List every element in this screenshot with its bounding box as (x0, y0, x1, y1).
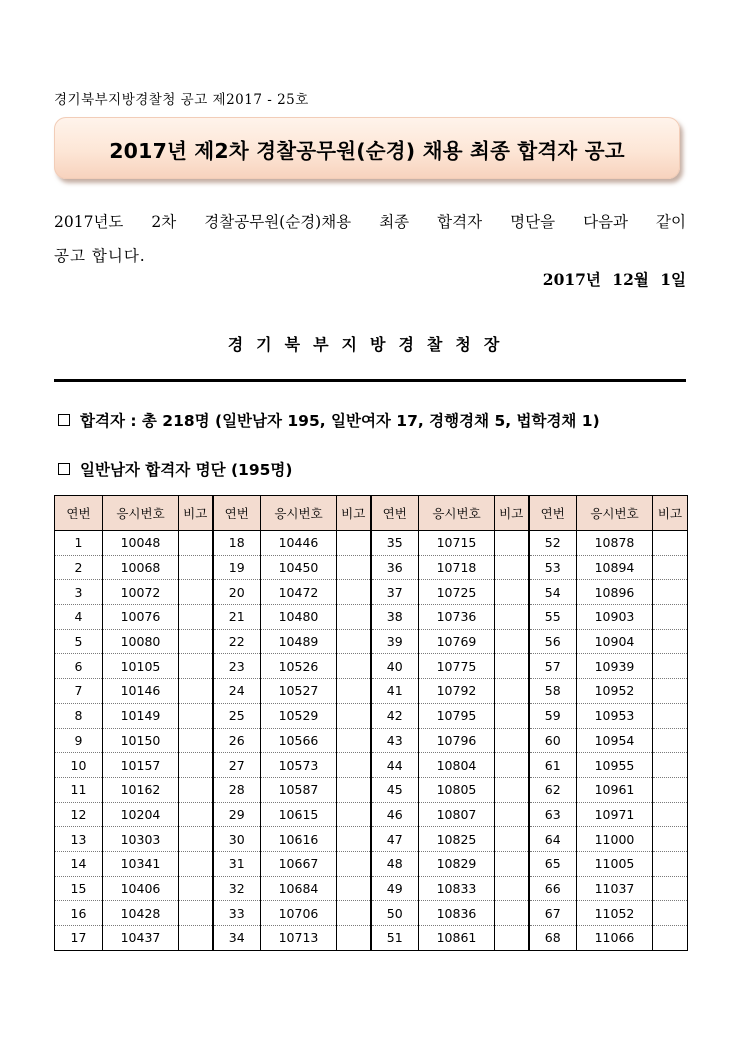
exam-number-cell: 11000 (577, 827, 653, 852)
remarks-cell (179, 753, 213, 778)
column-header: 비고 (653, 496, 688, 531)
exam-number-cell: 10489 (261, 629, 337, 654)
remarks-cell (179, 531, 213, 556)
remarks-cell (179, 777, 213, 802)
exam-number-cell: 10527 (261, 679, 337, 704)
serial-number-cell: 33 (213, 901, 261, 926)
remarks-cell (179, 876, 213, 901)
exam-number-cell: 11066 (577, 926, 653, 951)
remarks-cell (337, 629, 371, 654)
exam-number-cell: 11052 (577, 901, 653, 926)
notice-number: 경기북부지방경찰청 공고 제2017 - 25호 (54, 92, 309, 108)
checkbox-bullet-icon (58, 414, 70, 426)
exam-number-cell: 10825 (419, 827, 495, 852)
remarks-cell (337, 876, 371, 901)
exam-number-cell: 10903 (577, 605, 653, 630)
remarks-cell (337, 703, 371, 728)
remarks-cell (179, 580, 213, 605)
serial-number-cell: 24 (213, 679, 261, 704)
exam-number-cell: 10954 (577, 728, 653, 753)
serial-number-cell: 13 (55, 827, 103, 852)
title-banner (54, 117, 680, 179)
remarks-cell (179, 901, 213, 926)
serial-number-cell: 63 (529, 802, 577, 827)
exam-number-cell: 10718 (419, 555, 495, 580)
exam-number-cell: 10072 (103, 580, 179, 605)
serial-number-cell: 54 (529, 580, 577, 605)
exam-number-cell: 10961 (577, 777, 653, 802)
exam-number-cell: 10048 (103, 531, 179, 556)
exam-number-cell: 10472 (261, 580, 337, 605)
serial-number-cell: 4 (55, 605, 103, 630)
serial-number-cell: 59 (529, 703, 577, 728)
serial-number-cell: 55 (529, 605, 577, 630)
table-row (55, 728, 688, 753)
serial-number-cell: 28 (213, 777, 261, 802)
remarks-cell (495, 926, 529, 951)
remarks-cell (337, 901, 371, 926)
serial-number-cell: 37 (371, 580, 419, 605)
serial-number-cell: 3 (55, 580, 103, 605)
serial-number-cell: 6 (55, 654, 103, 679)
exam-number-cell: 10894 (577, 555, 653, 580)
exam-number-cell: 10615 (261, 802, 337, 827)
exam-number-cell: 10450 (261, 555, 337, 580)
exam-number-cell: 10939 (577, 654, 653, 679)
table-row (55, 580, 688, 605)
exam-number-cell: 10833 (419, 876, 495, 901)
exam-number-cell: 10573 (261, 753, 337, 778)
exam-number-cell: 10080 (103, 629, 179, 654)
remarks-cell (653, 654, 688, 679)
table-row (55, 605, 688, 630)
exam-number-cell: 11037 (577, 876, 653, 901)
divider-rule (54, 379, 686, 382)
remarks-cell (653, 876, 688, 901)
serial-number-cell: 50 (371, 901, 419, 926)
exam-number-cell: 10896 (577, 580, 653, 605)
serial-number-cell: 7 (55, 679, 103, 704)
remarks-cell (495, 703, 529, 728)
remarks-cell (179, 629, 213, 654)
exam-number-cell: 10566 (261, 728, 337, 753)
serial-number-cell: 49 (371, 876, 419, 901)
remarks-cell (495, 580, 529, 605)
document-title: 2017년 제2차 경찰공무원(순경) 채용 최종 합격자 공고 (109, 139, 625, 163)
remarks-cell (495, 728, 529, 753)
serial-number-cell: 42 (371, 703, 419, 728)
serial-number-cell: 67 (529, 901, 577, 926)
remarks-cell (179, 827, 213, 852)
exam-number-cell: 10836 (419, 901, 495, 926)
exam-number-cell: 10795 (419, 703, 495, 728)
serial-number-cell: 45 (371, 777, 419, 802)
serial-number-cell: 30 (213, 827, 261, 852)
remarks-cell (495, 876, 529, 901)
serial-number-cell: 48 (371, 851, 419, 876)
exam-number-cell: 10480 (261, 605, 337, 630)
remarks-cell (179, 679, 213, 704)
exam-number-cell: 10406 (103, 876, 179, 901)
serial-number-cell: 29 (213, 802, 261, 827)
column-header: 응시번호 (419, 496, 495, 531)
remarks-cell (337, 777, 371, 802)
table-row (55, 703, 688, 728)
table-row (55, 901, 688, 926)
remarks-cell (337, 580, 371, 605)
remarks-cell (495, 654, 529, 679)
remarks-cell (337, 926, 371, 951)
remarks-cell (337, 654, 371, 679)
exam-number-cell: 10796 (419, 728, 495, 753)
exam-number-cell: 10146 (103, 679, 179, 704)
exam-number-cell: 10150 (103, 728, 179, 753)
remarks-cell (495, 629, 529, 654)
exam-number-cell: 10437 (103, 926, 179, 951)
table-row (55, 555, 688, 580)
remarks-cell (653, 827, 688, 852)
remarks-cell (653, 926, 688, 951)
exam-number-cell: 10971 (577, 802, 653, 827)
exam-number-cell: 10792 (419, 679, 495, 704)
remarks-cell (337, 827, 371, 852)
serial-number-cell: 35 (371, 531, 419, 556)
exam-number-cell: 10526 (261, 654, 337, 679)
remarks-cell (653, 555, 688, 580)
exam-number-cell: 10303 (103, 827, 179, 852)
serial-number-cell: 15 (55, 876, 103, 901)
table-header-row (55, 496, 688, 531)
exam-number-cell: 10616 (261, 827, 337, 852)
serial-number-cell: 68 (529, 926, 577, 951)
serial-number-cell: 25 (213, 703, 261, 728)
column-header: 비고 (337, 496, 371, 531)
remarks-cell (495, 605, 529, 630)
remarks-cell (495, 901, 529, 926)
exam-number-cell: 10162 (103, 777, 179, 802)
serial-number-cell: 18 (213, 531, 261, 556)
exam-number-cell: 10105 (103, 654, 179, 679)
table-row (55, 876, 688, 901)
remarks-cell (495, 679, 529, 704)
exam-number-cell: 10878 (577, 531, 653, 556)
column-header: 응시번호 (103, 496, 179, 531)
serial-number-cell: 62 (529, 777, 577, 802)
exam-number-cell: 10076 (103, 605, 179, 630)
exam-number-cell: 10769 (419, 629, 495, 654)
exam-number-cell: 10805 (419, 777, 495, 802)
intro-paragraph-line-2: 공고 합니다. (54, 247, 146, 265)
column-header: 응시번호 (577, 496, 653, 531)
table-row (55, 802, 688, 827)
serial-number-cell: 32 (213, 876, 261, 901)
column-header: 응시번호 (261, 496, 337, 531)
remarks-cell (495, 555, 529, 580)
serial-number-cell: 10 (55, 753, 103, 778)
serial-number-cell: 1 (55, 531, 103, 556)
serial-number-cell: 36 (371, 555, 419, 580)
exam-number-cell: 10715 (419, 531, 495, 556)
column-header: 비고 (179, 496, 213, 531)
serial-number-cell: 16 (55, 901, 103, 926)
remarks-cell (179, 555, 213, 580)
remarks-cell (653, 901, 688, 926)
remarks-cell (337, 679, 371, 704)
exam-number-cell: 10904 (577, 629, 653, 654)
column-header: 연번 (55, 496, 103, 531)
exam-number-cell: 10861 (419, 926, 495, 951)
remarks-cell (653, 851, 688, 876)
exam-number-cell: 10446 (261, 531, 337, 556)
exam-number-cell: 10587 (261, 777, 337, 802)
remarks-cell (337, 728, 371, 753)
remarks-cell (179, 703, 213, 728)
remarks-cell (653, 703, 688, 728)
serial-number-cell: 38 (371, 605, 419, 630)
serial-number-cell: 46 (371, 802, 419, 827)
serial-number-cell: 11 (55, 777, 103, 802)
serial-number-cell: 53 (529, 555, 577, 580)
exam-number-cell: 10068 (103, 555, 179, 580)
exam-number-cell: 10204 (103, 802, 179, 827)
column-header: 연번 (529, 496, 577, 531)
exam-number-cell: 10341 (103, 851, 179, 876)
serial-number-cell: 21 (213, 605, 261, 630)
exam-number-cell: 10706 (261, 901, 337, 926)
remarks-cell (337, 851, 371, 876)
remarks-cell (179, 654, 213, 679)
serial-number-cell: 43 (371, 728, 419, 753)
serial-number-cell: 66 (529, 876, 577, 901)
remarks-cell (179, 802, 213, 827)
passers-table (54, 495, 688, 951)
exam-number-cell: 10149 (103, 703, 179, 728)
serial-number-cell: 56 (529, 629, 577, 654)
exam-number-cell: 10428 (103, 901, 179, 926)
column-header: 비고 (495, 496, 529, 531)
remarks-cell (495, 531, 529, 556)
remarks-cell (179, 605, 213, 630)
summary-line (54, 409, 600, 431)
serial-number-cell: 60 (529, 728, 577, 753)
table-row (55, 827, 688, 852)
exam-number-cell: 10667 (261, 851, 337, 876)
exam-number-cell: 10775 (419, 654, 495, 679)
issuing-authority: 경기북부지방경찰청장 (227, 335, 513, 354)
remarks-cell (179, 851, 213, 876)
intro-paragraph-line-1: 2017년도 2차 경찰공무원(순경)채용 최종 합격자 명단을 다음과 같이 (54, 213, 686, 231)
serial-number-cell: 52 (529, 531, 577, 556)
remarks-cell (495, 802, 529, 827)
exam-number-cell: 10713 (261, 926, 337, 951)
serial-number-cell: 9 (55, 728, 103, 753)
serial-number-cell: 2 (55, 555, 103, 580)
table-row (55, 926, 688, 951)
serial-number-cell: 61 (529, 753, 577, 778)
remarks-cell (653, 679, 688, 704)
serial-number-cell: 14 (55, 851, 103, 876)
checkbox-bullet-icon (58, 463, 70, 475)
exam-number-cell: 10829 (419, 851, 495, 876)
serial-number-cell: 51 (371, 926, 419, 951)
serial-number-cell: 57 (529, 654, 577, 679)
serial-number-cell: 8 (55, 703, 103, 728)
serial-number-cell: 27 (213, 753, 261, 778)
serial-number-cell: 64 (529, 827, 577, 852)
remarks-cell (653, 580, 688, 605)
remarks-cell (337, 753, 371, 778)
remarks-cell (653, 728, 688, 753)
remarks-cell (653, 605, 688, 630)
serial-number-cell: 31 (213, 851, 261, 876)
exam-number-cell: 10725 (419, 580, 495, 605)
serial-number-cell: 58 (529, 679, 577, 704)
remarks-cell (495, 851, 529, 876)
section-title: 일반남자 합격자 명단 (195명) (80, 461, 293, 479)
exam-number-cell: 10804 (419, 753, 495, 778)
exam-number-cell: 10529 (261, 703, 337, 728)
remarks-cell (653, 802, 688, 827)
table-row (55, 753, 688, 778)
remarks-cell (337, 802, 371, 827)
table-body (55, 531, 688, 951)
table-row (55, 654, 688, 679)
section-heading (54, 458, 292, 480)
table-row (55, 679, 688, 704)
column-header: 연번 (371, 496, 419, 531)
remarks-cell (337, 555, 371, 580)
remarks-cell (179, 926, 213, 951)
exam-number-cell: 10684 (261, 876, 337, 901)
serial-number-cell: 47 (371, 827, 419, 852)
remarks-cell (653, 777, 688, 802)
table-row (55, 531, 688, 556)
remarks-cell (495, 777, 529, 802)
remarks-cell (653, 531, 688, 556)
serial-number-cell: 12 (55, 802, 103, 827)
serial-number-cell: 20 (213, 580, 261, 605)
exam-number-cell: 10953 (577, 703, 653, 728)
serial-number-cell: 22 (213, 629, 261, 654)
serial-number-cell: 17 (55, 926, 103, 951)
announcement-date: 2017년 12월 1일 (542, 270, 686, 289)
exam-number-cell: 11005 (577, 851, 653, 876)
table-row (55, 629, 688, 654)
table-row (55, 777, 688, 802)
serial-number-cell: 26 (213, 728, 261, 753)
serial-number-cell: 5 (55, 629, 103, 654)
exam-number-cell: 10736 (419, 605, 495, 630)
serial-number-cell: 19 (213, 555, 261, 580)
remarks-cell (495, 827, 529, 852)
serial-number-cell: 34 (213, 926, 261, 951)
serial-number-cell: 41 (371, 679, 419, 704)
remarks-cell (495, 753, 529, 778)
serial-number-cell: 44 (371, 753, 419, 778)
remarks-cell (337, 605, 371, 630)
column-header: 연번 (213, 496, 261, 531)
exam-number-cell: 10952 (577, 679, 653, 704)
serial-number-cell: 65 (529, 851, 577, 876)
remarks-cell (179, 728, 213, 753)
exam-number-cell: 10157 (103, 753, 179, 778)
table-row (55, 851, 688, 876)
remarks-cell (337, 531, 371, 556)
remarks-cell (653, 629, 688, 654)
serial-number-cell: 39 (371, 629, 419, 654)
serial-number-cell: 23 (213, 654, 261, 679)
exam-number-cell: 10955 (577, 753, 653, 778)
exam-number-cell: 10807 (419, 802, 495, 827)
remarks-cell (653, 753, 688, 778)
summary-text: 합격자 : 총 218명 (일반남자 195, 일반여자 17, 경행경채 5, 법학경채 1) (80, 412, 600, 430)
serial-number-cell: 40 (371, 654, 419, 679)
